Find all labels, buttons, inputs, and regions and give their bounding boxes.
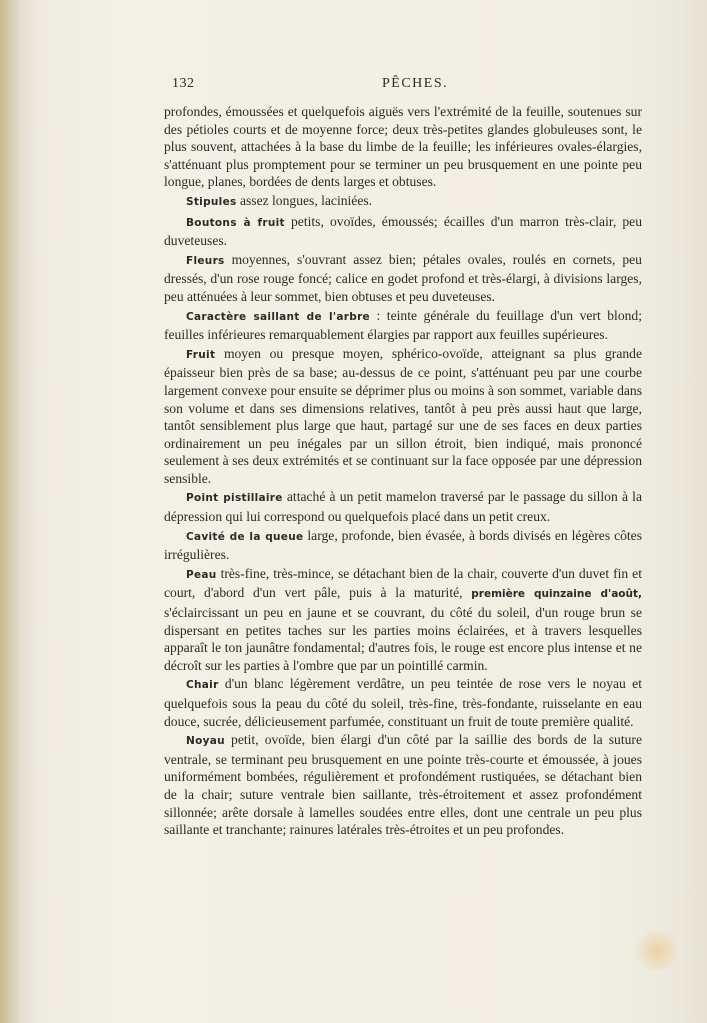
paragraph-label: Chair <box>186 679 219 692</box>
paragraph-text: très-fine, très-mince, se détachant bien de la chair, couverte d'un duvet fin et court, d'abord d'un vert pâle, puis à la maturité, <box>164 565 642 601</box>
paragraph-text: attaché à un petit mamelon traversé par le passage du sillon à la dépression qui lui correspond ou quelquefois placé dans un petit creux. <box>164 489 642 525</box>
paragraph-label: Peau <box>186 568 217 581</box>
paragraph-point-pistillaire <box>164 488 642 525</box>
running-title: PÊCHES. <box>382 76 449 91</box>
paragraph-label: Boutons à fruit <box>186 216 285 229</box>
paragraph-bold-phrase: première quinzaine d'août, <box>471 588 642 601</box>
paragraph-text: s'éclaircissant un peu en jaune et se couvrant, du côté du soleil, d'un rouge brun se dispersant en petites taches sur les parties moins éclairées, et à travers lesquelles apparaît le ton jaunâtre fondamental; d'autres fois, le rouge est encore plus intense et ne décroît sur les parties à l'ombre que par un pointillé carmin. <box>164 605 642 673</box>
paragraph-boutons <box>164 213 642 250</box>
paragraph-cavite <box>164 527 642 564</box>
paragraph-text: : teinte générale du feuillage d'un vert blond; feuilles inférieures remarquablement élargies par rapport aux feuilles supérieures. <box>164 307 642 343</box>
page-header <box>172 76 642 94</box>
paragraph-stipules <box>164 192 642 212</box>
paragraph-label: Noyau <box>186 735 225 748</box>
page-body <box>164 103 642 840</box>
paragraph-label: Stipules <box>186 195 237 208</box>
paragraph-label: Fruit <box>186 348 216 361</box>
paragraph-label: Cavité de la queue <box>186 530 304 543</box>
paragraph-caractere <box>164 307 642 344</box>
paragraph-text: large, profonde, bien évasée, à bords divisés en légères côtes irrégulières. <box>164 527 642 563</box>
paragraph-label: Point pistillaire <box>186 492 283 505</box>
paragraph-text: petits, ovoïdes, émoussés; écailles d'un marron très-clair, peu duveteuses. <box>164 213 642 249</box>
paragraph-fleurs <box>164 251 642 306</box>
paper-stain <box>635 931 679 971</box>
paragraph-label: Fleurs <box>186 254 225 267</box>
paragraph-text: moyennes, s'ouvrant assez bien; pétales ovales, roulés en cornets, peu dressés, d'un rose rouge foncé; calice en godet profond et très-élargi, à divisions larges, peu atténuées à leur sommet, bien obtuses et peu duveteuses. <box>164 251 642 304</box>
paragraph-label: Caractère saillant de l'arbre <box>186 310 370 323</box>
paragraph-text: d'un blanc légèrement verdâtre, un peu teintée de rose vers le noyau et quelquefois sous la peau du côté du soleil, très-fine, très-fondante, ruisselante en eau douce, sucrée, délicieusement parfumée, constituant un fruit de toute première qualité. <box>164 676 642 729</box>
paragraph-text: assez longues, laciniées. <box>239 192 373 208</box>
paragraph-text: petit, ovoïde, bien élargi d'un côté par la saillie des bords de la suture ventrale, se terminant peu brusquement en une pointe très-courte et émoussée, à joues uniformément bombées, régulièrement et profondément rustiquées, se détachant bien de la chair; suture ventrale bien saillante, très-étroitement et assez profondément sillonnée; arête dorsale à lamelles soudées entre elles, dont une centrale un peu plus saillante et tranchante; rainures latérales très-étroites et un peu profondes. <box>164 732 642 838</box>
paragraph-chair <box>164 675 642 730</box>
page-spine-edge <box>0 0 20 1023</box>
paragraph-noyau <box>164 731 642 839</box>
paragraph-text: profondes, émoussées et quelquefois aiguës vers l'extrémité de la feuille, soutenues sur des pétioles courts et de moyenne force; deux très-petites glandes globuleuses sont, le plus souvent, attachées à la base du limbe de la feuille; les inférieures ovales-élargies, s'atténuant plus promptement pour se terminer un peu brusquement en une pointe peu longue, planes, bordées de dents larges et obtuses. <box>164 104 642 190</box>
paragraph-fruit <box>164 345 642 488</box>
paragraph-text: moyen ou presque moyen, sphérico-ovoïde, atteignant sa plus grande épaisseur bien près de sa base; au-dessus de ce point, s'atténuant peu par une courbe largement convexe pour ensuite se déprimer plus ou moins à son sommet, variable dans son volume et dans ses dimensions relatives, tantôt à peu près aussi haut que large, tantôt sensiblement plus large que haut, partagé sur une de ses faces en deux parties ordinairement un peu inégales par un sillon étroit, bien indiqué, mais prononcé seulement à ses deux extrémités et se continuant sur la face opposée par une dépression sensible. <box>164 345 642 486</box>
page-number: 132 <box>172 76 195 91</box>
paragraph-leaf-continuation <box>164 103 642 191</box>
paragraph-peau <box>164 565 642 675</box>
